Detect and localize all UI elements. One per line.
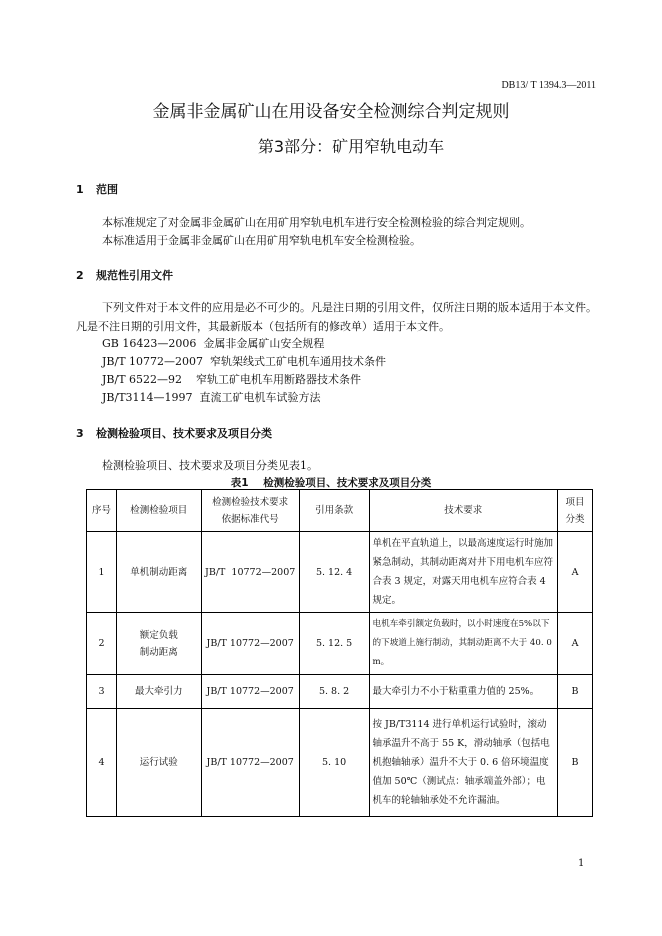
section-1-paragraph: 本标准规定了对金属非金属矿山在用矿用窄轨电机车进行安全检测检验的综合判定规则。	[102, 216, 531, 229]
table-row	[87, 532, 593, 613]
cell-standard: JB/T 10772—2007	[201, 709, 299, 817]
cell-class: B	[558, 675, 593, 709]
section-number: 2	[76, 269, 84, 282]
cell-class: B	[558, 709, 593, 817]
section-1-heading	[76, 181, 118, 197]
cell-standard: JB/T 10772—2007	[201, 613, 299, 675]
cell-seq: 3	[87, 675, 117, 709]
cell-standard: JB/T 10772—2007	[201, 532, 299, 613]
cell-class: A	[558, 532, 593, 613]
table-row	[87, 709, 593, 817]
reference-item: JB/T 6522—92 窄轨工矿电机车用断路器技术条件	[102, 373, 362, 386]
document-title: 金属非金属矿山在用设备安全检测综合判定规则	[152, 102, 510, 122]
table-row	[87, 675, 593, 709]
cell-item-line2: 制动距离	[139, 646, 178, 658]
cell-item-line1: 额定负载	[139, 629, 178, 641]
cell-clause: 5. 10	[299, 709, 369, 817]
cell-class: A	[558, 613, 593, 675]
standard-code: DB13/ T 1394.3—2011	[501, 80, 596, 91]
cell-clause: 5. 12. 5	[299, 613, 369, 675]
header-item: 检测检验项目	[116, 490, 201, 532]
cell-requirement: 最大牵引力不小于粘重重力值的 25%。	[369, 675, 558, 709]
header-seq: 序号	[87, 490, 117, 532]
inspection-table	[86, 489, 593, 817]
cell-standard: JB/T 10772—2007	[201, 675, 299, 709]
section-number: 3	[76, 427, 84, 440]
page-number: 1	[578, 858, 585, 869]
header-requirement: 技术要求	[369, 490, 558, 532]
cell-clause: 5. 8. 2	[299, 675, 369, 709]
header-clause: 引用条款	[299, 490, 369, 532]
table-row	[87, 613, 593, 675]
cell-seq: 4	[87, 709, 117, 817]
cell-clause: 5. 12. 4	[299, 532, 369, 613]
cell-item: 运行试验	[116, 709, 201, 817]
table-caption: 表1 检测检验项目、技术要求及项目分类	[230, 477, 432, 489]
cell-requirement: 电机车牵引额定负载时，以小时速度在5%以下的下坡道上施行制动，其制动距离不大于 40. 0 m。	[369, 613, 558, 675]
cell-item	[116, 613, 201, 675]
reference-item: JB/T 10772—2007 窄轨架线式工矿电机车通用技术条件	[102, 355, 387, 368]
table-header-row	[87, 490, 593, 532]
section-title: 检测检验项目、技术要求及项目分类	[96, 427, 272, 440]
section-2-intro: 下列文件对于本文件的应用是必不可少的。凡是注日期的引用文件，仅所注日期的版本适用于本文件。凡是不注日期的引用文件，其最新版本（包括所有的修改单）适用于本文件。	[76, 301, 597, 333]
header-class	[558, 490, 593, 532]
header-standard-line2: 依据标准代号	[221, 513, 279, 525]
cell-item: 单机制动距离	[116, 532, 201, 613]
section-1-paragraph: 本标准适用于金属非金属矿山在用矿用窄轨电机车安全检测检验。	[102, 234, 421, 247]
document-subtitle: 第3部分：矿用窄轨电动车	[257, 137, 445, 156]
cell-requirement: 按 JB/T3114 进行单机运行试验时，滚动轴承温升不高于 55 K，滑动轴承（包括电机抱轴轴承）温升不大于 0. 6 倍环境温度值加 50℃（测试点：轴承端盖外部）；电机车的轮轴轴承处不允许漏油。	[369, 709, 558, 817]
header-class-line2: 分类	[565, 513, 585, 525]
cell-seq: 2	[87, 613, 117, 675]
section-title: 范围	[96, 183, 118, 196]
cell-requirement: 单机在平直轨道上，以最高速度运行时施加紧急制动，其制动距离对井下用电机车应符合表 3 规定，对露天用电机车应符合表 4 规定。	[369, 532, 558, 613]
reference-item: JB/T3114—1997 直流工矿电机车试验方法	[102, 391, 321, 404]
section-number: 1	[76, 183, 84, 196]
cell-seq: 1	[87, 532, 117, 613]
section-title: 规范性引用文件	[96, 269, 173, 282]
section-2-heading	[76, 267, 173, 283]
header-standard	[201, 490, 299, 532]
section-3-paragraph: 检测检验项目、技术要求及项目分类见表1。	[102, 459, 318, 472]
reference-item: GB 16423—2006 金属非金属矿山安全规程	[102, 337, 325, 350]
header-standard-line1: 检测检验技术要求	[212, 496, 289, 508]
cell-item: 最大牵引力	[116, 675, 201, 709]
section-3-heading	[76, 425, 272, 441]
header-class-line1: 项目	[565, 496, 585, 508]
